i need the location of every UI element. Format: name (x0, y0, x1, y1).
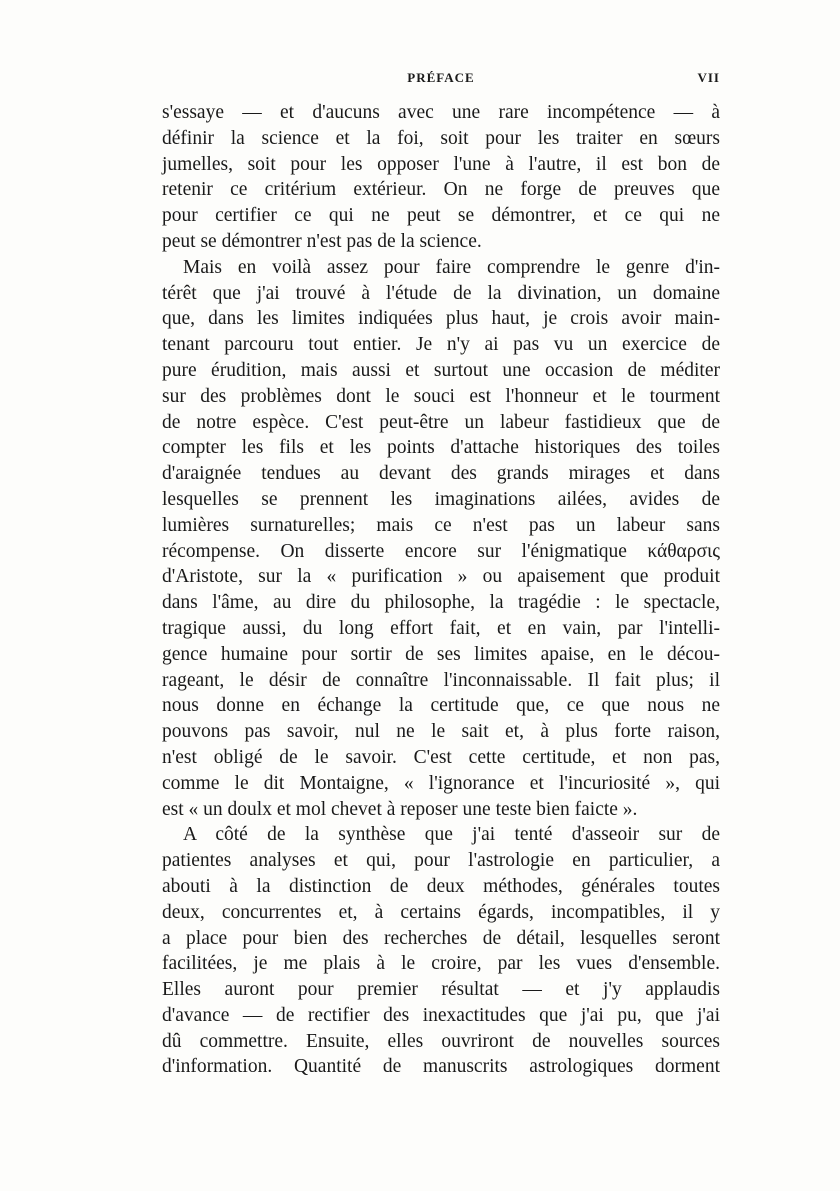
text-line: tenant parcouru tout entier. Je n'y ai pas vu un exercice de (162, 334, 720, 356)
text-line: nous donne en échange la certitude que, ce que nous ne (162, 695, 720, 717)
text-line: jumelles, soit pour les opposer l'une à l'autre, il est bon de (162, 153, 720, 175)
text-line: compter les fils et les points d'attache historiques des toiles (162, 437, 720, 459)
text-line: d'Aristote, sur la « purification » ou apaisement que produit (162, 566, 720, 588)
text-line: que, dans les limites indiquées plus haut, je crois avoir main- (162, 308, 720, 330)
text-line: de notre espèce. C'est peut-être un labeur fastidieux que de (162, 411, 720, 433)
text-line: A côté de la synthèse que j'ai tenté d'asseoir sur de (183, 824, 720, 846)
text-line: patientes analyses et qui, pour l'astrologie en particulier, a (162, 850, 720, 872)
text-line: deux, concurrentes et, à certains égards, incompatibles, il y (162, 901, 720, 923)
running-title: PRÉFACE (407, 70, 475, 85)
text-line: tragique aussi, du long effort fait, et en vain, par l'intelli- (162, 617, 720, 639)
text-line: pour certifier ce qui ne peut se démontrer, et ce qui ne (162, 205, 720, 227)
text-line: facilitées, je me plais à le croire, par les vues d'ensemble. (162, 953, 720, 975)
text-line: n'est obligé de le savoir. C'est cette certitude, et non pas, (162, 746, 720, 768)
page-number: VII (697, 70, 720, 85)
text-line: a place pour bien des recherches de détail, lesquelles seront (162, 927, 720, 949)
text-line: lumières surnaturelles; mais ce n'est pas un labeur sans (162, 514, 720, 536)
text-line: dû commettre. Ensuite, elles ouvriront de nouvelles sources (162, 1030, 720, 1052)
text-line: pure érudition, mais aussi et surtout une occasion de méditer (162, 359, 720, 381)
text-line: Mais en voilà assez pour faire comprendre le genre d'in- (183, 256, 720, 278)
text-line: d'information. Quantité de manuscrits astrologiques dorment (162, 1056, 720, 1078)
text-line: rageant, le désir de connaître l'inconnaissable. Il fait plus; il (162, 669, 720, 691)
text-line: lesquelles se prennent les imaginations ailées, avides de (162, 488, 720, 510)
body-text (162, 100, 720, 1080)
text-line: d'araignée tendues au devant des grands mirages et dans (162, 463, 720, 485)
text-line: comme le dit Montaigne, « l'ignorance et l'incuriosité », qui (162, 772, 720, 794)
text-line: d'avance — de rectifier des inexactitudes que j'ai pu, que j'ai (162, 1004, 720, 1026)
text-line: dans l'âme, au dire du philosophe, la tragédie : le spectacle, (162, 592, 720, 614)
text-line: récompense. On disserte encore sur l'énigmatique κάθαρσις (162, 540, 720, 562)
text-line: retenir ce critérium extérieur. On ne forge de preuves que (162, 179, 720, 201)
running-head (162, 70, 720, 92)
text-line: définir la science et la foi, soit pour les traiter en sœurs (162, 127, 720, 149)
text-line: sur des problèmes dont le souci est l'honneur et le tourment (162, 385, 720, 407)
text-line: gence humaine pour sortir de ses limites apaise, en le décou- (162, 643, 720, 665)
text-line: térêt que j'ai trouvé à l'étude de la divination, un domaine (162, 282, 720, 304)
text-line: Elles auront pour premier résultat — et j'y applaudis (162, 979, 720, 1001)
text-line: s'essaye — et d'aucuns avec une rare incompétence — à (162, 102, 720, 123)
text-line: pouvons pas savoir, nul ne le sait et, à plus forte raison, (162, 721, 720, 743)
text-line: peut se démontrer n'est pas de la science. (162, 230, 482, 252)
text-line: est « un doulx et mol chevet à reposer une teste bien faicte ». (162, 798, 638, 820)
text-line: abouti à la distinction de deux méthodes, générales toutes (162, 875, 720, 897)
